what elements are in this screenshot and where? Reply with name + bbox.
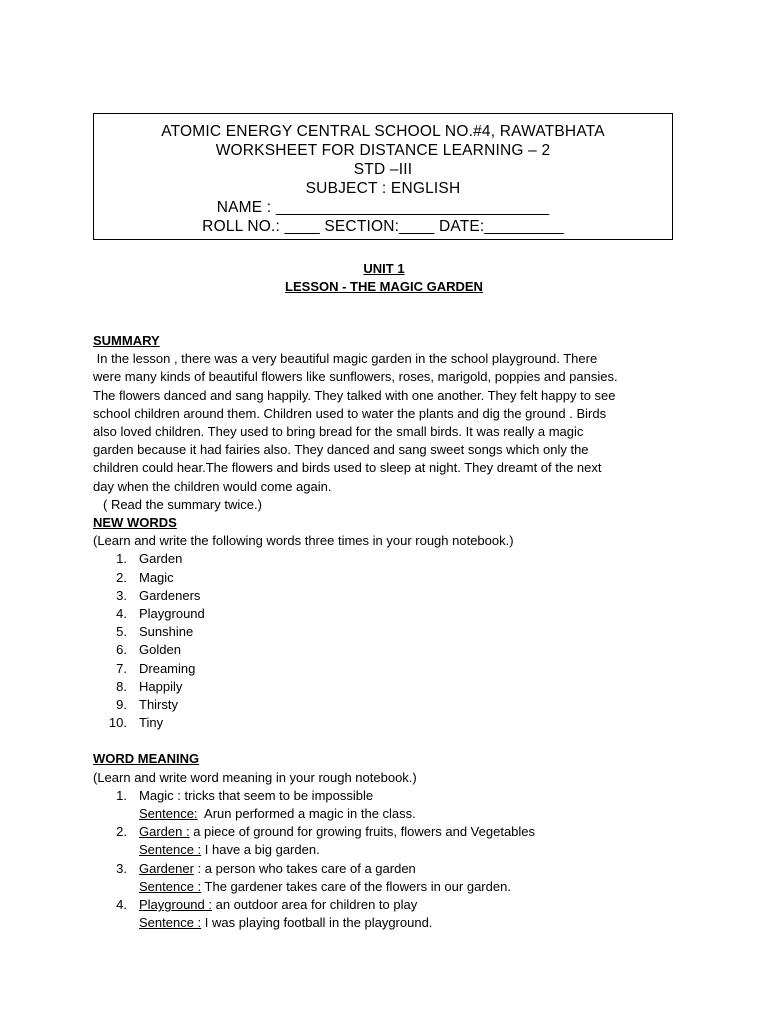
meaning: an outdoor area for children to play — [212, 897, 418, 913]
spacer — [93, 732, 683, 750]
list-item: 3. Gardeners — [116, 587, 201, 603]
list-item: 6. Golden — [116, 642, 181, 658]
word: Gardener — [139, 860, 194, 876]
word: Garden : — [139, 824, 190, 840]
word-meaning-list — [93, 787, 683, 933]
list-item: 9. Thirsty — [116, 697, 178, 713]
new-words-instruction: (Learn and write the following words three times in your rough notebook.) — [93, 533, 514, 549]
list-item: 1. Garden — [116, 551, 183, 567]
sentence-label: Sentence : — [139, 842, 202, 858]
summary-text — [93, 350, 683, 496]
school-name: ATOMIC ENERGY CENTRAL SCHOOL NO.#4, RAWATBHATA — [161, 123, 605, 140]
list-item: 5. Sunshine — [116, 624, 194, 640]
summary-line: In the lesson , there was a very beautiful magic garden in the school playground. There — [93, 351, 598, 367]
new-words-list — [93, 550, 683, 732]
sentence-label: Sentence : — [139, 878, 202, 894]
roll-line: ROLL NO.: ____ SECTION:____ DATE:_________ — [202, 218, 564, 235]
word-meaning-instruction: (Learn and write word meaning in your rough notebook.) — [93, 769, 417, 785]
sentence: Arun performed a magic in the class. — [197, 806, 416, 822]
lesson-title: LESSON - THE MAGIC GARDEN — [285, 279, 483, 294]
header-box — [93, 113, 673, 240]
meaning: tricks that seem to be impossible — [180, 787, 374, 803]
worksheet-title: WORKSHEET FOR DISTANCE LEARNING – 2 — [215, 142, 551, 159]
list-item: 3. Gardener : a person who takes care of a garden Sentence : The gardener takes care of the flowers in our garden. — [116, 860, 511, 894]
list-item: 8. Happily — [116, 678, 183, 694]
list-item: 4. Playground : an outdoor area for children to play Sentence : I was playing football in the playground. — [116, 897, 433, 931]
unit-title: UNIT 1 — [363, 261, 405, 276]
summary-line: garden because it had fairies also. They danced and sang sweet songs which only the — [93, 442, 589, 458]
sentence-label: Sentence : — [139, 915, 202, 931]
list-item: 10. Tiny — [108, 715, 164, 731]
list-item: 4. Playground — [116, 606, 205, 622]
meaning: a piece of ground for growing fruits, flowers and Vegetables — [189, 824, 536, 840]
summary-line: were many kinds of beautiful flowers like sunflowers, roses, marigold, poppies and pansies. — [93, 369, 618, 385]
summary-line: day when the children would come again. — [93, 478, 332, 494]
summary-line: school children around them. Children used to water the plants and dig the ground . Birds — [93, 405, 607, 421]
sentence: I have a big garden. — [201, 842, 320, 858]
list-item: 7. Dreaming — [116, 660, 196, 676]
summary-line: The flowers danced and sang happily. They talked with one another. They felt happy to see — [93, 387, 616, 403]
list-item: 2. Garden : a piece of ground for growing fruits, flowers and Vegetables Sentence : I have a big garden. — [116, 824, 536, 858]
list-item: 1. Magic : tricks that seem to be impossible Sentence: Arun performed a magic in the class. — [116, 787, 416, 822]
worksheet-content — [93, 332, 683, 933]
new-words-heading: NEW WORDS — [93, 515, 177, 531]
word: Playground : — [139, 897, 212, 913]
std-line: STD –III — [353, 161, 413, 178]
summary-line: also loved children. They used to bring bread for the small birds. It was really a magic — [93, 424, 584, 440]
unit-block — [0, 260, 768, 296]
word-meaning-heading: WORD MEANING — [93, 751, 200, 767]
subject-line: SUBJECT : ENGLISH — [305, 180, 461, 197]
summary-line: children could hear.The flowers and birds used to sleep at night. They dreamt of the next — [93, 460, 602, 476]
sentence: I was playing football in the playground. — [201, 915, 433, 931]
name-line: NAME : _______________________________ — [216, 199, 550, 216]
sentence: The gardener takes care of the flowers in our garden. — [201, 878, 511, 894]
summary-heading: SUMMARY — [93, 333, 160, 348]
meaning: : a person who takes care of a garden — [193, 860, 416, 876]
list-item: 2. Magic — [116, 569, 174, 585]
word: Magic : — [139, 787, 181, 803]
sentence-label: Sentence: — [139, 806, 198, 822]
summary-note: ( Read the summary twice.) — [103, 496, 262, 512]
